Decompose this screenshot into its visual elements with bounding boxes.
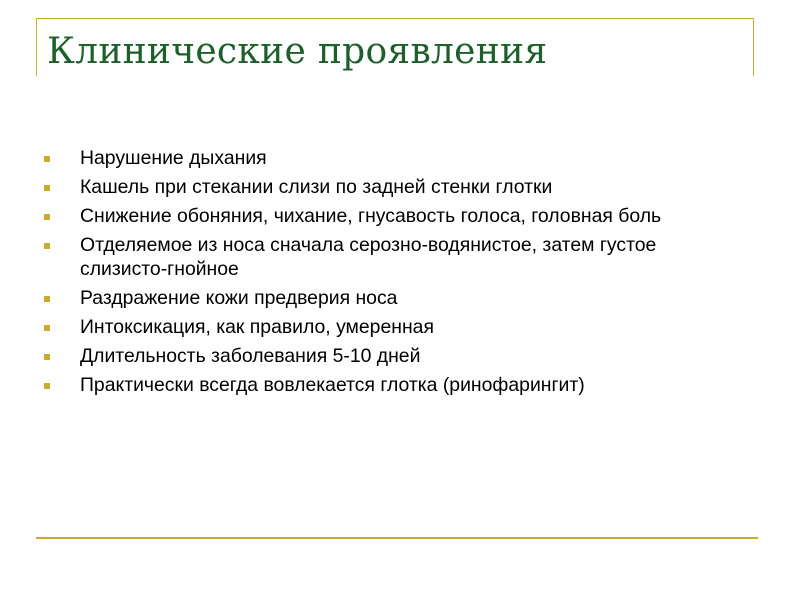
list-item-text: Кашель при стекании слизи по задней стенки глотки (80, 176, 553, 198)
list-item (44, 146, 744, 170)
list-item-text: Снижение обоняния, чихание, гнусавость голоса, головная боль (80, 205, 662, 227)
list-item (44, 204, 744, 228)
list-item-text: Нарушение дыхания (80, 147, 267, 169)
bullet-list (44, 146, 744, 402)
square-bullet-icon (44, 383, 50, 389)
list-item-text: Интоксикация, как правило, умеренная (80, 316, 434, 338)
square-bullet-icon (44, 243, 50, 249)
bottom-divider (36, 537, 758, 539)
list-item-text: Отделяемое из носа сначала серозно-водянистое, затем густое слизисто-гнойное (80, 234, 657, 280)
list-item (44, 373, 744, 397)
square-bullet-icon (44, 325, 50, 331)
list-item (44, 344, 744, 368)
list-item (44, 286, 744, 310)
square-bullet-icon (44, 296, 50, 302)
square-bullet-icon (44, 185, 50, 191)
square-bullet-icon (44, 156, 50, 162)
square-bullet-icon (44, 214, 50, 220)
page-title: Клинические проявления (47, 31, 548, 72)
list-item-text: Раздражение кожи предверия носа (80, 287, 398, 309)
list-item-text: Длительность заболевания 5-10 дней (80, 345, 421, 367)
list-item (44, 233, 744, 281)
list-item-text: Практически всегда вовлекается глотка (ринофарингит) (80, 374, 585, 396)
list-item (44, 315, 744, 339)
title-frame-left-edge (36, 18, 37, 76)
list-item (44, 175, 744, 199)
square-bullet-icon (44, 354, 50, 360)
